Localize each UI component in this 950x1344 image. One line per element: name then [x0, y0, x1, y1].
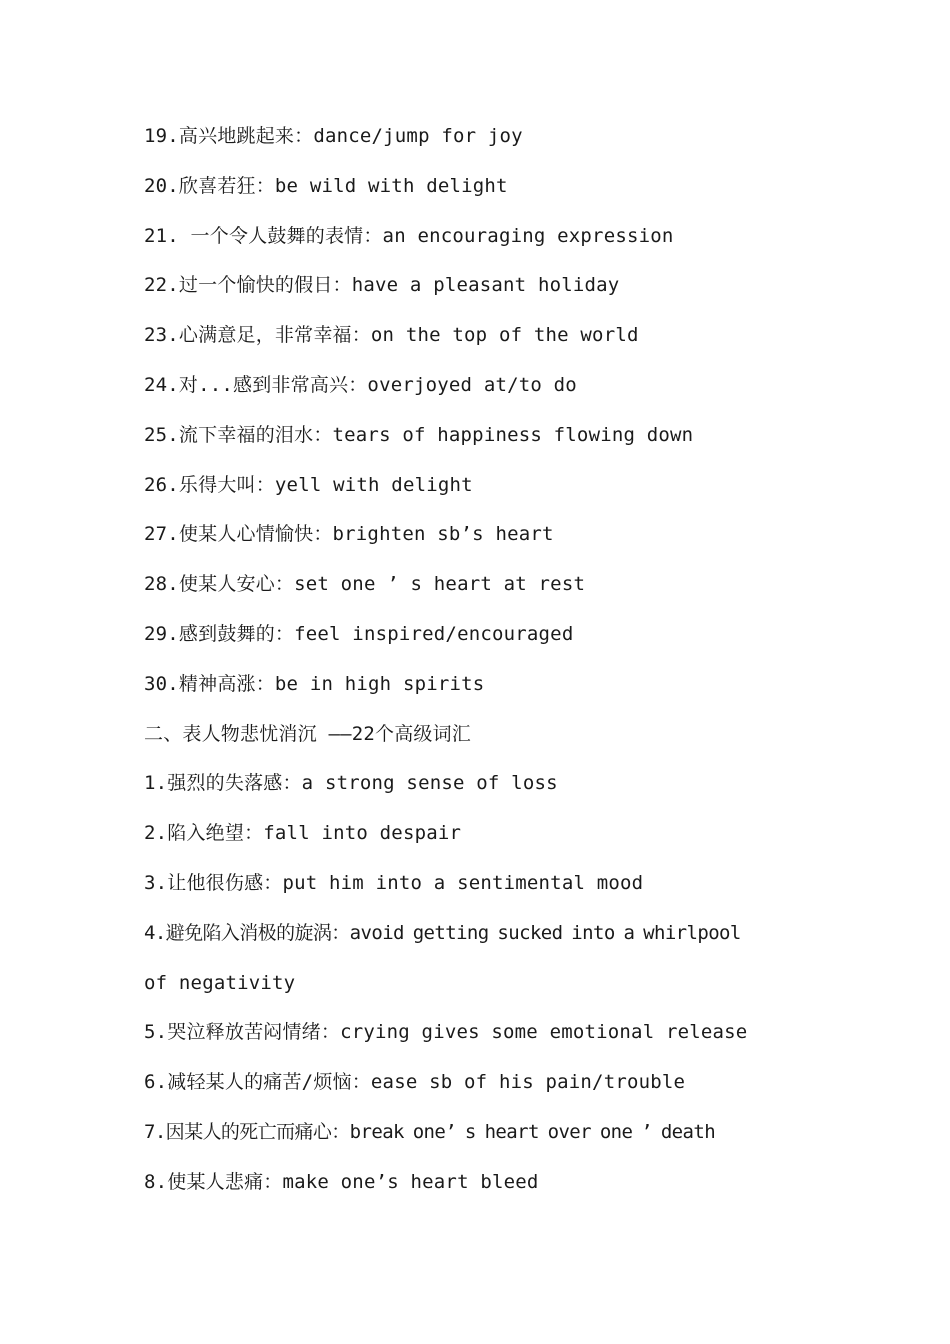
phrase-line-2: 2.陷入绝望：fall into despair [144, 822, 462, 845]
phrase-line-6: 6.减轻某人的痛苦/烦恼：ease sb of his pain/trouble [144, 1071, 686, 1094]
phrase-line-19: 19.高兴地跳起来：dance/jump for joy [144, 125, 523, 147]
phrase-line-24: 24.对...感到非常高兴：overjoyed at/to do [144, 373, 577, 396]
phrase-line-23: 23.心满意足，非常幸福：on the top of the world [144, 324, 639, 347]
phrase-line-8: 8.使某人悲痛：make one’s heart bleed [144, 1170, 539, 1193]
phrase-line-29: 29.感到鼓舞的：feel inspired/encouraged [144, 622, 574, 645]
phrase-line-1: 1.强烈的失落感：a strong sense of loss [144, 772, 558, 795]
phrase-line-7: 7.因某人的死亡而痛心：break one’ s heart over one ’ death [144, 1120, 716, 1143]
phrase-line-25: 25.流下幸福的泪水：tears of happiness flowing down [144, 423, 694, 446]
phrase-line-21: 21. 一个令人鼓舞的表情：an encouraging expression [144, 224, 674, 247]
phrase-line-28: 28.使某人安心：set one ’ s heart at rest [144, 573, 586, 596]
document-body [144, 112, 814, 1208]
phrase-line-5: 5.哭泣释放苦闷情绪：crying gives some emotional release [144, 1021, 748, 1044]
phrase-line-30: 30.精神高涨：be in high spirits [144, 672, 485, 695]
section-heading: 二、表人物悲忧消沉 ——22个高级词汇 [144, 722, 471, 745]
phrase-line-3: 3.让他很伤感：put him into a sentimental mood [144, 871, 644, 894]
phrase-line-22: 22.过一个愉快的假日：have a pleasant holiday [144, 274, 620, 297]
phrase-line-27: 27.使某人心情愉快：brighten sb’s heart [144, 523, 554, 546]
phrase-line-4: 4.避免陷入消极的旋涡：avoid getting sucked into a whirlpool [144, 921, 741, 944]
phrase-line-4-continued: of negativity [144, 971, 296, 994]
phrase-line-26: 26.乐得大叫：yell with delight [144, 473, 473, 496]
phrase-line-20: 20.欣喜若狂：be wild with delight [144, 174, 508, 197]
